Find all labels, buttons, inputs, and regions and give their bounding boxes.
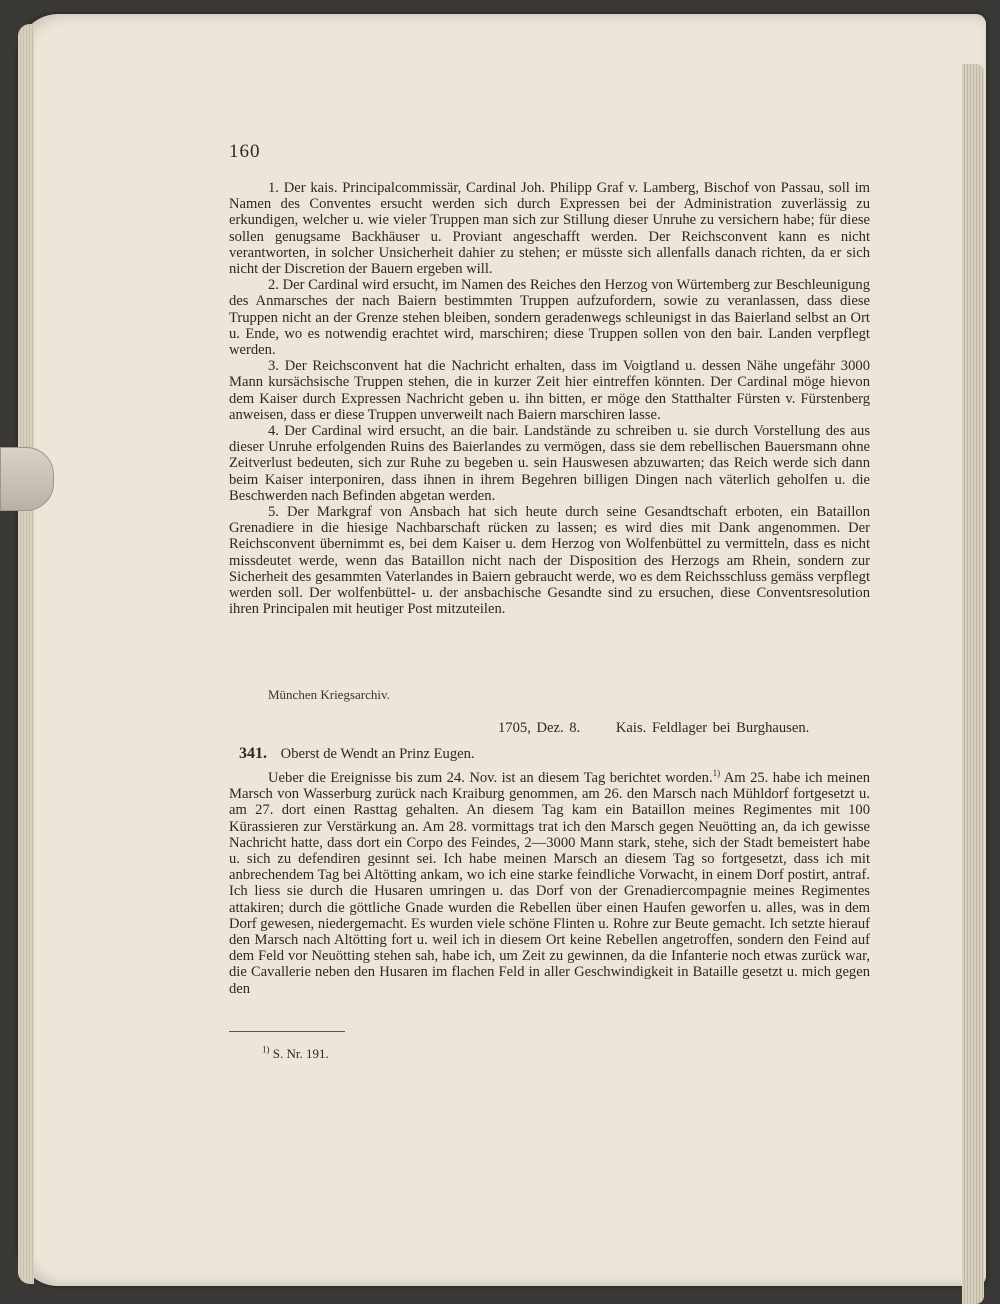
footnote-reference: 1) — [712, 768, 721, 779]
page-stack-left — [18, 24, 34, 1284]
dateline-place: Kais. Feldlager bei Burghausen. — [615, 720, 810, 736]
paragraph-2: 2. Der Cardinal wird ersucht, im Namen des Reiches den Herzog von Würtemberg zur Beschleunigung des Anmarsches der nach Baiern bestimmten Truppen aufzufordern, sowie zu veranlassen, dass diese Truppen nicht an der Grenze stehen bleiben, sondern geradenwegs schleunigst in das Baierland selbst an Ort u. Ende, wo es notwendig erachtet wird, marschiren; diese Truppen sollen von den bair. Landen verpflegt werden. — [229, 277, 870, 359]
footnote — [262, 1046, 329, 1062]
paragraph-3: 3. Der Reichsconvent hat die Nachricht erhalten, dass im Voigtland u. dessen Nähe ungefähr 3000 Mann kursächsische Truppen stehen, die in kurzer Zeit hier eintreffen könnten. Der Cardinal möge hievon dem Kaiser durch Expressen Nachricht geben u. ihn bitten, er möge den Statthalter Fürsten v. Fürstenberg anweisen, dass er diese Truppen unverweilt nach Baiern marschiren lasse. — [229, 358, 870, 423]
letter-body — [229, 770, 870, 997]
dateline — [498, 720, 858, 737]
document-header — [239, 745, 475, 763]
page-number: 160 — [229, 141, 261, 162]
footnote-rule — [229, 1031, 345, 1032]
dateline-date: 1705, Dez. 8. — [498, 720, 581, 736]
page-clip — [0, 447, 54, 511]
letter-text-rest: Am 25. habe ich meinen Marsch von Wasserburg zurück nach Kraiburg genommen, am 26. den Marsch nach Mühldorf fortgesetzt u. am 27. dort einen Rasttag gehalten. An diesem Tag kam ein Bataillon meines Regimentes mit 100 Kürassieren zur Verstärkung an. Am 28. vormittags trat ich den Marsch gegen Neuötting an, da ich gewisse Nachricht hatte, dass dort ein Corpo des Feindes, 2—3000 Mann stark, stehe, sich der Stadt bemeistert habe u. sich zu defendiren gesinnt sei. Ich habe meinen Marsch an diesem Tag so fortgesetzt, dass ich mit anbrechendem Tag bei Altötting ankam, wo ich eine starke feindliche Vorwacht, in einem Dorf postirt, antraf. Ich liess sie durch die Husaren umringen u. das Dorf von der Grenadiercompagnie meines Regimentes attakiren; durch die göttliche Gnade wurden die Rebellen über einen Haufen geworfen u. alles, was in dem Dorf gewesen, niedergemacht. Es wurden viele schöne Flinten u. Rohre zur Beute gemacht. Ich setzte hierauf den Marsch nach Altötting fort u. weil ich in diesem Ort keine Rebellen angetroffen, sondern den Feind auf dem Feld vor Neuötting stehen sah, habe ich, um Zeit zu gewinnen, da die Infanterie noch etwas zurück war, die Cavallerie neben den Husaren im flachen Feld in aller Geschwindigkeit in Bataille gesetzt u. mich gegen den — [229, 770, 870, 997]
footnote-text: S. Nr. 191. — [269, 1046, 329, 1061]
letter-paragraph — [229, 770, 870, 997]
letter-text-start: Ueber die Ereignisse bis zum 24. Nov. ist an diesem Tag berichtet worden. — [268, 770, 713, 786]
resolution-points — [229, 180, 870, 617]
paragraph-1: 1. Der kais. Principalcommissär, Cardinal Joh. Philipp Graf v. Lamberg, Bischof von Passau, soll im Namen des Conventes ersucht werden sich durch Expressen bei der Administration zuverlässig zu erkundigen, welcher u. wie vieler Truppen man sich zur Stillung dieser Unruhe zu versichern habe; für diese sollen genugsame Backhäuser u. Proviant angeschafft werden. Der Reichsconvent kann es nicht verantworten, in solcher Unsicherheit dahier zu stehen; er müsste sich allenfalls danach richten, da er sich nicht der Discretion der Bauern ergeben will. — [229, 180, 870, 278]
footnote-mark: 1) — [262, 1044, 270, 1055]
source-note: München Kriegsarchiv. — [268, 687, 390, 702]
paragraph-5: 5. Der Markgraf von Ansbach hat sich heute durch seine Gesandtschaft erboten, ein Bataillon Grenadiere in die hiesige Nachbarschaft rücken zu lassen; es wird dies mit Dank angenommen. Der Reichsconvent übernimmt es, bei dem Kaiser u. dem Herzog von Wolfenbüttel zu vermitteln, dass es nicht missdeutet werde, wenn das Bataillon nicht nach der Disposition des Herzogs am Rhein, sondern zur Sicherheit des gesammten Vaterlandes in Baiern gebraucht werde, wo es dem Reichsschluss gemäss verpflegt werden soll. Der wolfenbüttel- u. der ansbachische Gesandte sind zu ersuchen, diese Conventsresolution ihren Principalen mit heutiger Post mitzuteilen. — [229, 504, 870, 618]
page-stack-right — [962, 64, 984, 1304]
document-title: Oberst de Wendt an Prinz Eugen. — [280, 746, 475, 762]
paragraph-4: 4. Der Cardinal wird ersucht, an die bair. Landstände zu schreiben u. sie durch Vorstellung des aus dieser Unruhe erfolgenden Ruins des Baierlandes zu vermögen, dass sie dem rebellischen Bauersmann ohne Zeitverlust bedeuten, sich zur Ruhe zu begeben u. sein Hauswesen abzuwarten; das Reich werde sich dann beim Kaiser interponiren, dass ihnen in ihrem Begehren billigen Dingen nach väterlich geholfen u. die Beschwerden nach Befinden abgetan werden. — [229, 423, 870, 504]
document-number: 341. — [239, 745, 267, 762]
